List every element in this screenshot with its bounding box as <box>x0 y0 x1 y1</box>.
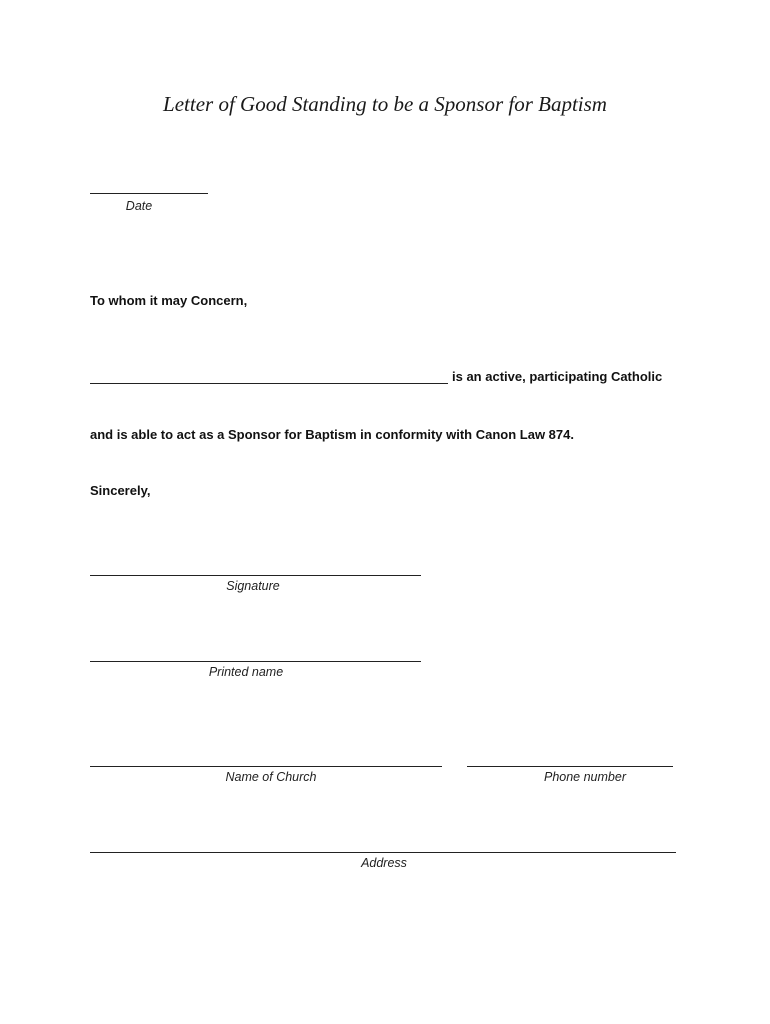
phone-number-line[interactable] <box>467 766 673 767</box>
sponsor-name-line[interactable] <box>90 383 448 384</box>
canon-law-statement: and is able to act as a Sponsor for Baptism in conformity with Canon Law 874. <box>90 427 574 442</box>
church-name-line[interactable] <box>90 766 442 767</box>
church-name-label: Name of Church <box>225 770 317 784</box>
signature-label: Signature <box>226 579 280 593</box>
printed-name-line[interactable] <box>90 661 421 662</box>
page-title: Letter of Good Standing to be a Sponsor for Baptism <box>163 92 607 116</box>
printed-name-label: Printed name <box>208 665 284 679</box>
sponsor-statement: is an active, participating Catholic <box>452 369 663 384</box>
date-label: Date <box>125 199 153 213</box>
address-label: Address <box>361 856 407 870</box>
phone-number-label: Phone number <box>543 770 626 784</box>
closing: Sincerely, <box>90 483 151 498</box>
signature-line[interactable] <box>90 575 421 576</box>
address-line[interactable] <box>90 852 676 853</box>
salutation: To whom it may Concern, <box>90 293 248 308</box>
date-line[interactable] <box>90 193 208 194</box>
